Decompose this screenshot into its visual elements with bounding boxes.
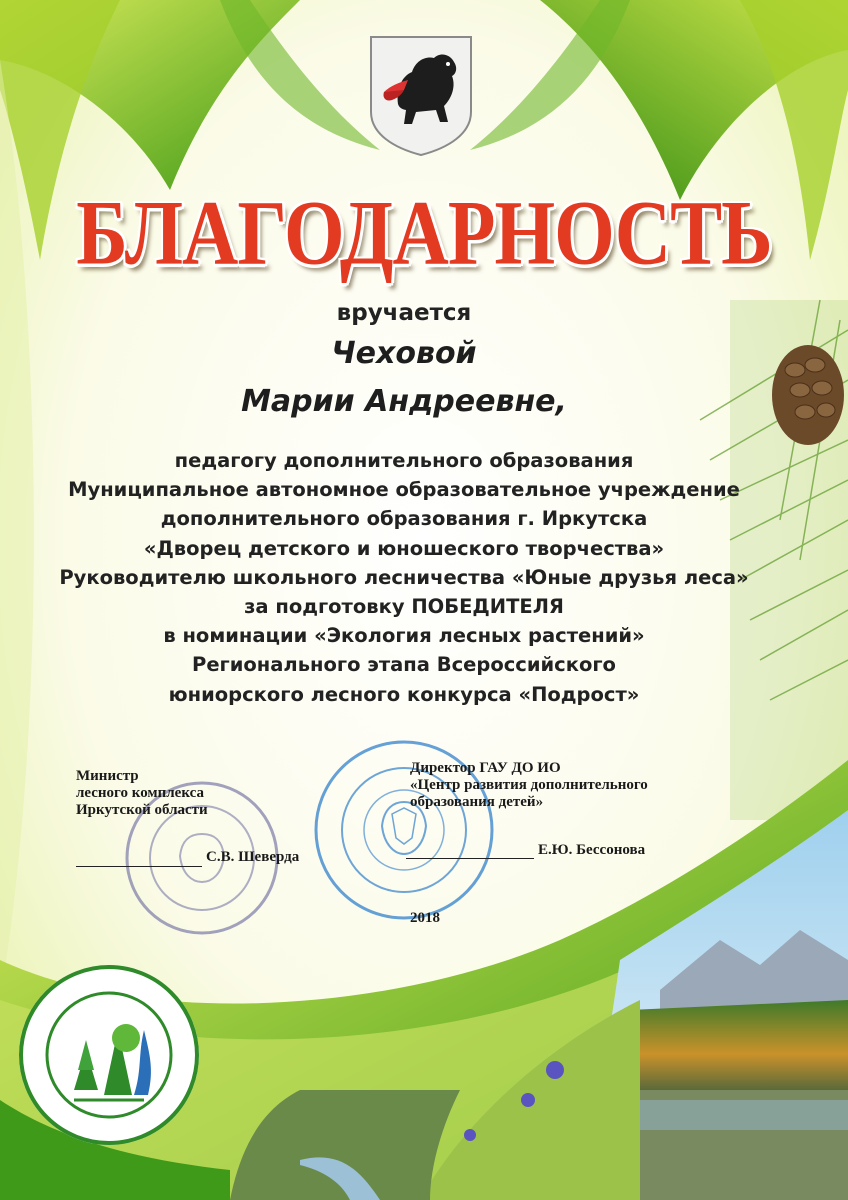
- document-year: 2018: [410, 910, 440, 926]
- left-signatory-name: С.В. Шеверда: [206, 849, 300, 865]
- citation-line: педагогу дополнительного образования: [174, 449, 634, 472]
- citation-line: Регионального этапа Всероссийского: [192, 653, 616, 677]
- recipient-given-name: Марии Андреевне,: [241, 384, 567, 419]
- citation-line: юниорского лесного конкурса «Подрост»: [168, 682, 640, 706]
- document-title: БЛАГОДАРНОСТЬ: [76, 181, 772, 284]
- citation-line: Муниципальное автономное образовательное учреждение: [68, 478, 740, 502]
- signatory-title-line: Иркутской области: [76, 802, 208, 818]
- right-signatory-title: [410, 760, 648, 811]
- citation-line: за подготовку ПОБЕДИТЕЛЯ: [244, 595, 564, 619]
- signatory-title-line: образования детей»: [410, 794, 544, 810]
- coat-of-arms-icon: [368, 34, 474, 158]
- signatory-title-line: лесного комплекса: [76, 785, 204, 801]
- right-signatory-name: Е.Ю. Бессонова: [538, 842, 646, 858]
- signatory-title-line: Директор ГАУ ДО ИО: [410, 760, 561, 776]
- citation-line: «Дворец детского и юношеского творчества»: [143, 536, 665, 560]
- citation-line: в номинации «Экология лесных растений»: [163, 624, 645, 648]
- left-signature-line: [76, 866, 202, 867]
- signatory-title-line: Министр: [76, 768, 139, 784]
- signatory-title-line: «Центр развития дополнительного: [410, 777, 648, 793]
- awarded-to-label: вручается: [336, 300, 472, 326]
- right-signature-line: [406, 858, 534, 859]
- citation-text: [0, 446, 808, 709]
- citation-line: Руководителю школьного лесничества «Юные друзья леса»: [59, 565, 749, 589]
- citation-line: дополнительного образования г. Иркутска: [160, 507, 648, 531]
- ministry-logo-icon: [14, 960, 204, 1150]
- recipient-surname: Чеховой: [331, 336, 477, 371]
- left-signatory-title: [76, 768, 208, 819]
